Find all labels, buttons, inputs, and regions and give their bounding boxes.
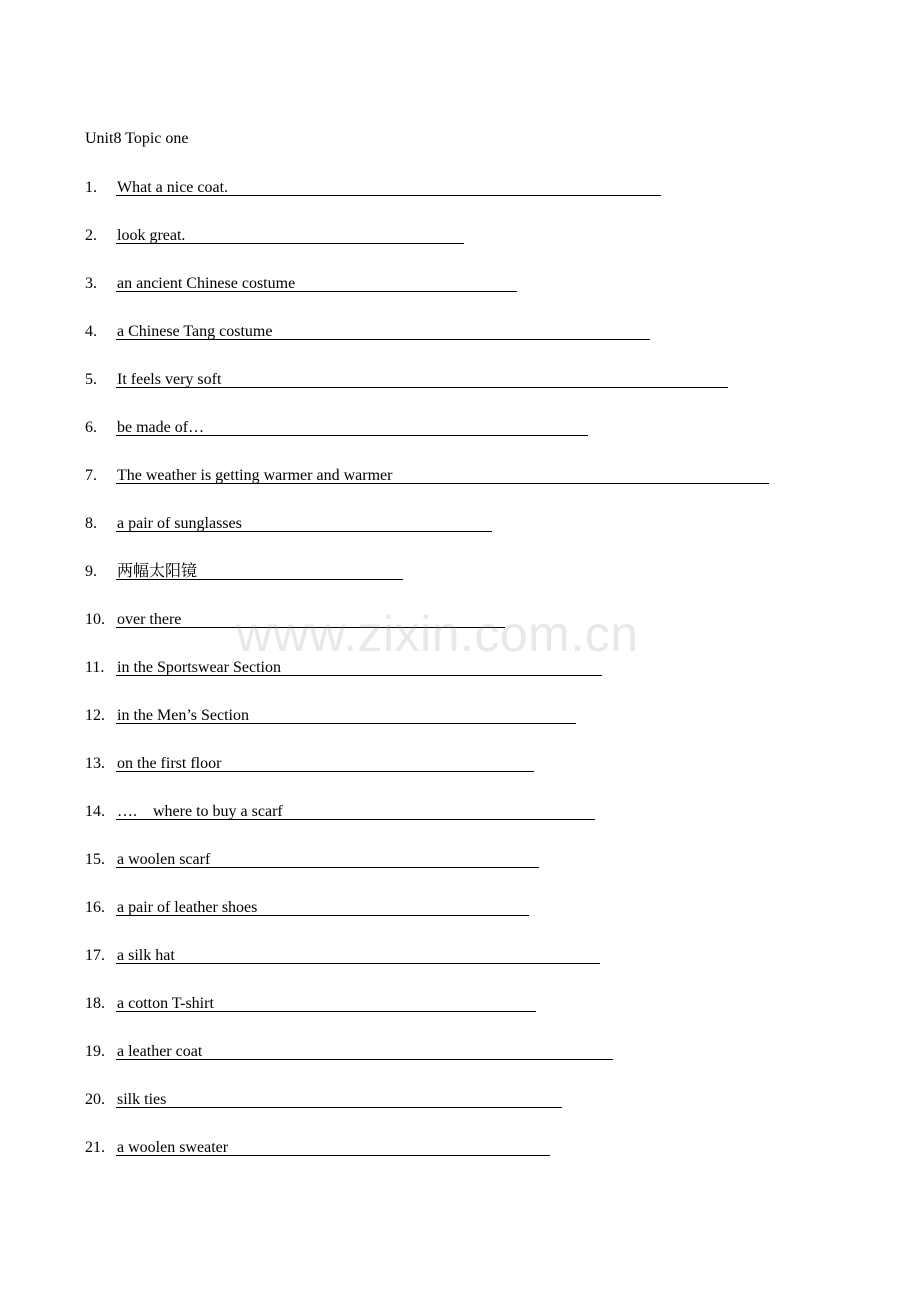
item-phrase: in the Sportswear Section [117, 659, 281, 676]
answer-line [116, 243, 464, 244]
answer-line [116, 627, 505, 628]
answer-line [116, 291, 517, 292]
item-phrase: on the first floor [117, 755, 222, 772]
answer-line [116, 675, 602, 676]
watermark-text: www.zixin.com.cn [236, 606, 639, 662]
item-phrase: It feels very soft [117, 371, 222, 388]
item-phrase: a Chinese Tang costume [117, 323, 273, 340]
item-phrase: a woolen sweater [117, 1139, 229, 1156]
answer-line [116, 483, 769, 484]
answer-line [116, 1011, 536, 1012]
item-phrase: a leather coat [117, 1043, 203, 1060]
item-phrase: a pair of leather shoes [117, 899, 258, 916]
answer-line [116, 867, 539, 868]
answer-line [116, 387, 728, 388]
item-number: 3. [85, 275, 97, 292]
item-number: 6. [85, 419, 97, 436]
item-phrase: a silk hat [117, 947, 175, 964]
answer-line [116, 339, 650, 340]
answer-line [116, 963, 600, 964]
answer-line [116, 531, 492, 532]
item-number: 2. [85, 227, 97, 244]
item-number: 8. [85, 515, 97, 532]
answer-line [116, 819, 595, 820]
item-phrase: What a nice coat. [117, 179, 229, 196]
answer-line [116, 435, 588, 436]
item-phrase: …. where to buy a scarf [117, 803, 283, 820]
item-number: 21. [85, 1139, 105, 1156]
item-number: 16. [85, 899, 105, 916]
answer-line [116, 915, 529, 916]
answer-line [116, 723, 576, 724]
item-phrase: The weather is getting warmer and warmer [117, 467, 393, 484]
document-title: Unit8 Topic one [85, 130, 189, 147]
answer-line [116, 1059, 613, 1060]
item-phrase: silk ties [117, 1091, 167, 1108]
item-phrase: 两幅太阳镜 [117, 563, 198, 580]
answer-line [116, 1107, 562, 1108]
item-phrase: a pair of sunglasses [117, 515, 242, 532]
item-number: 14. [85, 803, 105, 820]
answer-line [116, 1155, 550, 1156]
item-number: 11. [85, 659, 105, 676]
item-number: 10. [85, 611, 105, 628]
item-number: 17. [85, 947, 105, 964]
item-phrase: a cotton T-shirt [117, 995, 214, 1012]
answer-line [116, 579, 403, 580]
item-number: 4. [85, 323, 97, 340]
item-number: 9. [85, 563, 97, 580]
item-phrase: be made of… [117, 419, 205, 436]
item-number: 7. [85, 467, 97, 484]
answer-line [116, 771, 534, 772]
item-number: 19. [85, 1043, 105, 1060]
item-phrase: in the Men’s Section [117, 707, 249, 724]
item-number: 1. [85, 179, 97, 196]
item-phrase: look great. [117, 227, 186, 244]
item-number: 18. [85, 995, 105, 1012]
item-number: 13. [85, 755, 105, 772]
item-number: 20. [85, 1091, 105, 1108]
item-number: 15. [85, 851, 105, 868]
item-phrase: an ancient Chinese costume [117, 275, 296, 292]
item-number: 12. [85, 707, 105, 724]
item-phrase: over there [117, 611, 182, 628]
item-number: 5. [85, 371, 97, 388]
item-phrase: a woolen scarf [117, 851, 211, 868]
answer-line [116, 195, 661, 196]
